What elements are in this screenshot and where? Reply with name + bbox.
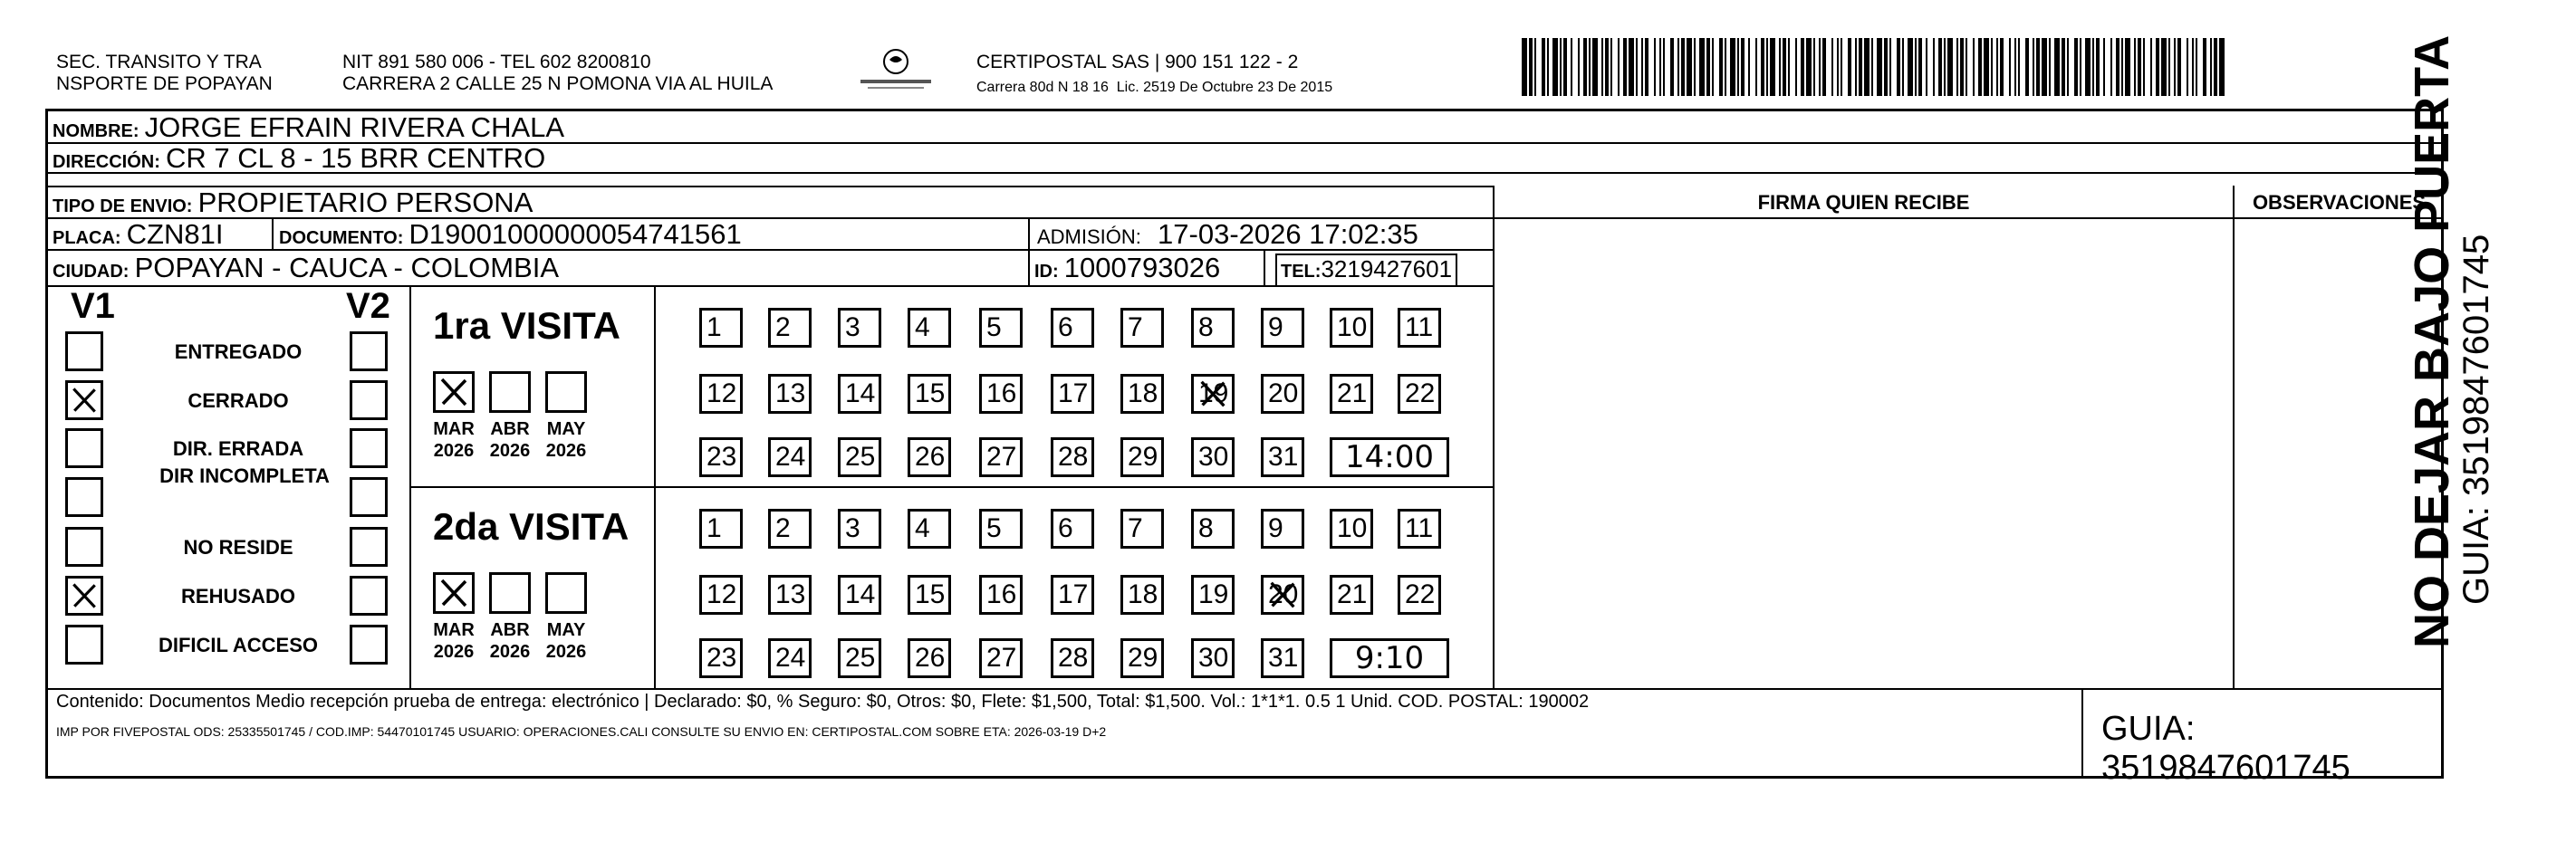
day-box[interactable]: 22	[1398, 374, 1441, 414]
guia-number: GUIA: 3519847601745	[2101, 710, 2350, 787]
sender-line-1: SEC. TRANSITO Y TRA	[56, 52, 262, 72]
v1-checkbox[interactable]	[65, 527, 103, 567]
day-box[interactable]: 15	[908, 374, 951, 414]
status-label: REHUSADO	[181, 585, 295, 608]
document-value: D19001000000054741561	[409, 218, 742, 250]
day-box[interactable]: 29	[1120, 437, 1164, 477]
day-box[interactable]: 30	[1191, 638, 1235, 678]
day-box[interactable]: 1	[699, 308, 743, 348]
day-box[interactable]: 3	[838, 509, 881, 549]
day-box[interactable]: 28	[1051, 437, 1094, 477]
day-box[interactable]: 5	[979, 308, 1023, 348]
tel-label: TEL:	[1281, 262, 1322, 282]
day-box[interactable]: 8	[1191, 509, 1235, 549]
day-box[interactable]: 19	[1191, 575, 1235, 615]
day-box[interactable]: 4	[908, 308, 951, 348]
day-box[interactable]: 17	[1051, 374, 1094, 414]
visit-time: 14:00	[1330, 437, 1449, 477]
day-box[interactable]: 16	[979, 575, 1023, 615]
day-box[interactable]: 31	[1261, 437, 1304, 477]
month-checkbox[interactable]	[545, 572, 587, 614]
v1-checkbox[interactable]	[65, 576, 103, 616]
v2-checkbox[interactable]	[350, 625, 388, 665]
day-box[interactable]: 10	[1330, 509, 1373, 549]
plate-value: CZN81I	[126, 218, 224, 250]
month-label: MAY 2026	[545, 620, 587, 662]
v1-title: V1	[71, 286, 115, 326]
sender-line-2: NSPORTE DE POPAYAN	[56, 73, 273, 94]
day-box[interactable]: 31	[1261, 638, 1304, 678]
day-box[interactable]: 23	[699, 437, 743, 477]
footer-content-line: Contenido: Documentos Medio recepción prueba de entrega: electrónico | Declarado: $0, % Seguro: $0, Otros: $0, Flete: $1,500, Total: $1,500. Vol.: 1*1*1. 0.5 1 Unid. COD. POSTAL: 190002	[56, 692, 1590, 712]
month-label: MAR 2026	[433, 419, 475, 461]
day-box[interactable]: 29	[1120, 638, 1164, 678]
document-row	[279, 219, 742, 254]
guia-box	[2081, 688, 2446, 787]
v2-checkbox[interactable]	[350, 428, 388, 468]
shipment-type-value: PROPIETARIO PERSONA	[197, 187, 533, 218]
plate-row	[53, 219, 223, 254]
day-box[interactable]: 19	[1191, 374, 1235, 414]
day-box[interactable]: 15	[908, 575, 951, 615]
day-box[interactable]: 18	[1120, 374, 1164, 414]
admission-value: 17-03-2026 17:02:35	[1158, 218, 1418, 250]
day-box[interactable]: 27	[979, 638, 1023, 678]
day-box[interactable]: 27	[979, 437, 1023, 477]
day-box[interactable]: 6	[1051, 509, 1094, 549]
day-box[interactable]: 7	[1120, 308, 1164, 348]
day-box[interactable]: 24	[768, 638, 812, 678]
admission-row	[1037, 219, 1418, 253]
shipment-type-label: TIPO DE ENVIO:	[53, 196, 193, 216]
day-box[interactable]: 21	[1330, 374, 1373, 414]
day-box[interactable]: 21	[1330, 575, 1373, 615]
month-label: ABR 2026	[489, 419, 531, 461]
v2-checkbox[interactable]	[350, 380, 388, 420]
day-box[interactable]: 12	[699, 374, 743, 414]
id-label: ID:	[1034, 262, 1059, 282]
v1-checkbox[interactable]	[65, 380, 103, 420]
month-checkbox[interactable]	[489, 572, 531, 614]
plate-label: PLACA:	[53, 228, 121, 248]
day-box[interactable]: 28	[1051, 638, 1094, 678]
day-box[interactable]: 25	[838, 437, 881, 477]
day-box[interactable]: 25	[838, 638, 881, 678]
day-box[interactable]: 17	[1051, 575, 1094, 615]
day-box[interactable]: 13	[768, 575, 812, 615]
day-box[interactable]: 9	[1261, 308, 1304, 348]
shipment-type-row	[53, 187, 533, 222]
day-box[interactable]: 10	[1330, 308, 1373, 348]
nit-line: NIT 891 580 006 - TEL 602 8200810	[342, 52, 651, 72]
signature-column-title: FIRMA QUIEN RECIBE	[1757, 191, 1970, 214]
v1-checkbox[interactable]	[65, 477, 103, 517]
month-label: ABR 2026	[489, 620, 531, 662]
day-box[interactable]: 1	[699, 509, 743, 549]
day-box[interactable]: 12	[699, 575, 743, 615]
courier-address: Carrera 80d N 18 16 Lic. 2519 De Octubre 23 De 2015	[976, 80, 1333, 95]
day-box[interactable]: 9	[1261, 509, 1304, 549]
month-label: MAY 2026	[545, 419, 587, 461]
day-box[interactable]: 23	[699, 638, 743, 678]
barcode	[1522, 38, 2226, 96]
month-checkbox[interactable]	[545, 371, 587, 413]
id-value: 1000793026	[1063, 252, 1221, 283]
no-dejar-bajo-puerta: NO DEJAR BAJO PUERTA	[2405, 34, 2459, 648]
day-box[interactable]: 20	[1261, 374, 1304, 414]
month-checkbox[interactable]	[433, 572, 475, 614]
day-box[interactable]: 2	[768, 509, 812, 549]
v1-checkbox[interactable]	[65, 331, 103, 371]
v2-checkbox[interactable]	[350, 527, 388, 567]
status-label: DIR. ERRADA	[172, 437, 304, 460]
tel-value: 3219427601	[1321, 255, 1453, 282]
status-label: DIFICIL ACCESO	[158, 634, 318, 656]
name-label: NOMBRE:	[53, 121, 139, 141]
v2-checkbox[interactable]	[350, 477, 388, 517]
day-box[interactable]: 18	[1120, 575, 1164, 615]
id-row	[1034, 253, 1220, 287]
day-box[interactable]: 5	[979, 509, 1023, 549]
address-value: CR 7 CL 8 - 15 BRR CENTRO	[166, 142, 546, 174]
v2-checkbox[interactable]	[350, 576, 388, 616]
side-guia-number: GUIA: 3519847601745	[2456, 234, 2496, 605]
day-box[interactable]: 16	[979, 374, 1023, 414]
footer-print-line: IMP POR FIVEPOSTAL ODS: 25335501745 / COD.IMP: 54470101745 USUARIO: OPERACIONES.CALI CONSULTE SU ENVIO EN: CERTIPOSTAL.COM SOBRE ETA: 2026-03-19 D+2	[56, 724, 1107, 739]
city-row	[53, 253, 559, 287]
status-label: NO RESIDE	[183, 536, 293, 559]
courier-logo	[855, 45, 937, 96]
document-label: DOCUMENTO:	[279, 228, 404, 248]
day-box[interactable]: 26	[908, 638, 951, 678]
day-box[interactable]: 13	[768, 374, 812, 414]
visit-title: 2da VISITA	[433, 505, 630, 548]
day-box[interactable]: 8	[1191, 308, 1235, 348]
tel-row	[1275, 254, 1457, 287]
status-label: DIR INCOMPLETA	[159, 464, 330, 487]
status-label: CERRADO	[187, 389, 289, 412]
day-box[interactable]: 6	[1051, 308, 1094, 348]
day-box[interactable]: 30	[1191, 437, 1235, 477]
observations-column-title: OBSERVACIONES	[2252, 191, 2427, 214]
day-box[interactable]: 2	[768, 308, 812, 348]
month-checkbox[interactable]	[433, 371, 475, 413]
month-label: MAR 2026	[433, 620, 475, 662]
day-box[interactable]: 24	[768, 437, 812, 477]
v1-checkbox[interactable]	[65, 428, 103, 468]
v1-checkbox[interactable]	[65, 625, 103, 665]
v2-checkbox[interactable]	[350, 331, 388, 371]
address-label: DIRECCIÓN:	[53, 152, 160, 172]
status-label: ENTREGADO	[174, 340, 303, 363]
day-box[interactable]: 14	[838, 575, 881, 615]
month-checkbox[interactable]	[489, 371, 531, 413]
address-row	[53, 143, 545, 177]
address-line: CARRERA 2 CALLE 25 N POMONA VIA AL HUILA	[342, 73, 774, 94]
visit-time: 9:10	[1330, 638, 1449, 678]
city-value: POPAYAN - CAUCA - COLOMBIA	[134, 252, 560, 283]
day-box[interactable]: 22	[1398, 575, 1441, 615]
day-box[interactable]: 14	[838, 374, 881, 414]
admission-label: ADMISIÓN:	[1037, 225, 1141, 248]
day-box[interactable]: 11	[1398, 308, 1441, 348]
v2-title: V2	[346, 286, 390, 326]
day-box[interactable]: 3	[838, 308, 881, 348]
day-box[interactable]: 26	[908, 437, 951, 477]
city-label: CIUDAD:	[53, 262, 130, 282]
courier-name: CERTIPOSTAL SAS | 900 151 122 - 2	[976, 52, 1299, 72]
day-box[interactable]: 7	[1120, 509, 1164, 549]
day-box[interactable]: 11	[1398, 509, 1441, 549]
visit-title: 1ra VISITA	[433, 304, 620, 347]
day-box[interactable]: 20	[1261, 575, 1304, 615]
name-value: JORGE EFRAIN RIVERA CHALA	[144, 111, 565, 143]
day-box[interactable]: 4	[908, 509, 951, 549]
